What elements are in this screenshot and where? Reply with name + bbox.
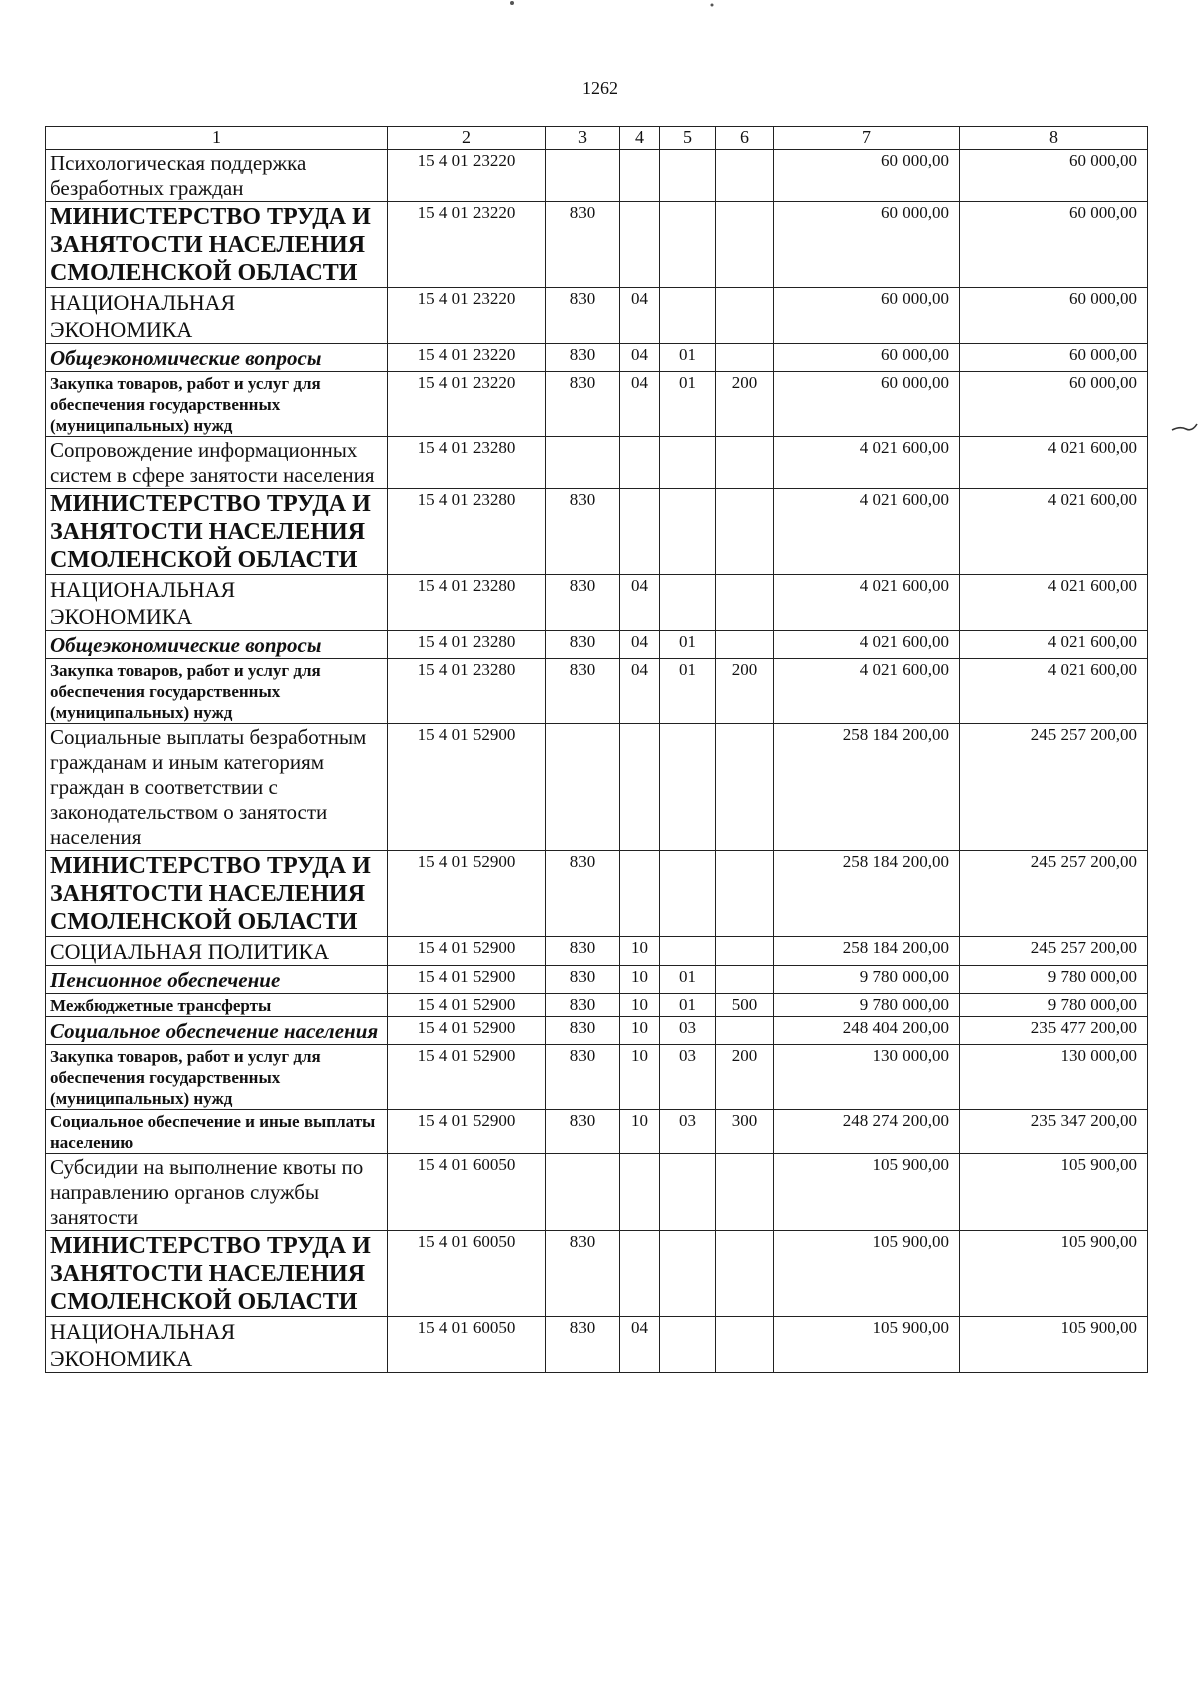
cell-sum-col8: 60 000,00 [960, 372, 1148, 437]
cell-sum-col8: 4 021 600,00 [960, 575, 1148, 631]
cell-col6 [716, 1017, 774, 1045]
cell-col4: 10 [620, 1045, 660, 1110]
cell-col3: 830 [546, 1110, 620, 1154]
page-number: 1262 [582, 78, 618, 98]
table-row [46, 1317, 1148, 1373]
cell-col5 [660, 1317, 716, 1373]
cell-col3: 830 [546, 1317, 620, 1373]
cell-col5 [660, 1231, 716, 1317]
table-row [46, 631, 1148, 659]
cell-name: Закупка товаров, работ и услуг для обеспечения государственных (муниципальных) нужд [46, 1045, 388, 1110]
cell-col5: 01 [660, 631, 716, 659]
cell-code: 15 4 01 23280 [388, 575, 546, 631]
cell-sum-col7: 4 021 600,00 [774, 437, 960, 489]
cell-sum-col7: 105 900,00 [774, 1231, 960, 1317]
cell-col5: 01 [660, 372, 716, 437]
cell-sum-col7: 9 780 000,00 [774, 966, 960, 994]
cell-name: Субсидии на выполнение квоты по направлению органов службы занятости [46, 1154, 388, 1231]
cell-sum-col7: 60 000,00 [774, 150, 960, 202]
table-row [46, 202, 1148, 288]
cell-sum-col8: 60 000,00 [960, 344, 1148, 372]
cell-name: Сопровождение информационных систем в сфере занятости населения [46, 437, 388, 489]
cell-col6 [716, 966, 774, 994]
cell-sum-col8: 105 900,00 [960, 1154, 1148, 1231]
cell-code: 15 4 01 52900 [388, 1110, 546, 1154]
cell-sum-col7: 130 000,00 [774, 1045, 960, 1110]
cell-code: 15 4 01 23220 [388, 372, 546, 437]
table-row [46, 1045, 1148, 1110]
cell-name: Общеэкономические вопросы [46, 631, 388, 659]
column-header: 3 [546, 127, 620, 150]
cell-col3: 830 [546, 994, 620, 1017]
table-row [46, 1017, 1148, 1045]
cell-col4 [620, 724, 660, 851]
table-row [46, 966, 1148, 994]
cell-col4: 10 [620, 937, 660, 966]
cell-code: 15 4 01 60050 [388, 1231, 546, 1317]
cell-col3: 830 [546, 288, 620, 344]
cell-name: Закупка товаров, работ и услуг для обеспечения государственных (муниципальных) нужд [46, 659, 388, 724]
cell-sum-col8: 105 900,00 [960, 1317, 1148, 1373]
cell-name: НАЦИОНАЛЬНАЯ ЭКОНОМИКА [46, 575, 388, 631]
cell-code: 15 4 01 52900 [388, 966, 546, 994]
cell-col5: 03 [660, 1017, 716, 1045]
cell-col5 [660, 150, 716, 202]
cell-sum-col8: 4 021 600,00 [960, 437, 1148, 489]
table-row [46, 344, 1148, 372]
cell-col3: 830 [546, 659, 620, 724]
cell-sum-col8: 4 021 600,00 [960, 659, 1148, 724]
cell-name: НАЦИОНАЛЬНАЯ ЭКОНОМИКА [46, 1317, 388, 1373]
cell-col4 [620, 489, 660, 575]
cell-code: 15 4 01 23220 [388, 202, 546, 288]
cell-sum-col8: 235 477 200,00 [960, 1017, 1148, 1045]
cell-code: 15 4 01 60050 [388, 1317, 546, 1373]
cell-col4: 10 [620, 994, 660, 1017]
scan-mark [500, 0, 740, 10]
cell-col6 [716, 937, 774, 966]
cell-sum-col8: 60 000,00 [960, 202, 1148, 288]
cell-name: МИНИСТЕРСТВО ТРУДА И ЗАНЯТОСТИ НАСЕЛЕНИЯ СМОЛЕНСКОЙ ОБЛАСТИ [46, 202, 388, 288]
cell-col3 [546, 150, 620, 202]
cell-name: Социальное обеспечение и иные выплаты населению [46, 1110, 388, 1154]
cell-col4: 04 [620, 631, 660, 659]
cell-col6 [716, 1317, 774, 1373]
cell-col4: 10 [620, 966, 660, 994]
table-row [46, 150, 1148, 202]
cell-col6 [716, 724, 774, 851]
cell-col3: 830 [546, 344, 620, 372]
cell-col5 [660, 437, 716, 489]
cell-code: 15 4 01 23220 [388, 288, 546, 344]
cell-name: Межбюджетные трансферты [46, 994, 388, 1017]
cell-sum-col8: 245 257 200,00 [960, 937, 1148, 966]
cell-sum-col8: 130 000,00 [960, 1045, 1148, 1110]
cell-sum-col7: 4 021 600,00 [774, 489, 960, 575]
table-row [46, 659, 1148, 724]
cell-sum-col8: 245 257 200,00 [960, 724, 1148, 851]
cell-code: 15 4 01 23220 [388, 150, 546, 202]
cell-sum-col7: 258 184 200,00 [774, 724, 960, 851]
cell-sum-col8: 4 021 600,00 [960, 631, 1148, 659]
column-header: 7 [774, 127, 960, 150]
table-row [46, 1154, 1148, 1231]
cell-sum-col7: 60 000,00 [774, 372, 960, 437]
cell-col5: 01 [660, 966, 716, 994]
cell-col3: 830 [546, 937, 620, 966]
cell-col4: 04 [620, 575, 660, 631]
cell-col3: 830 [546, 1231, 620, 1317]
cell-name: МИНИСТЕРСТВО ТРУДА И ЗАНЯТОСТИ НАСЕЛЕНИЯ СМОЛЕНСКОЙ ОБЛАСТИ [46, 1231, 388, 1317]
cell-col6: 300 [716, 1110, 774, 1154]
cell-sum-col7: 105 900,00 [774, 1317, 960, 1373]
cell-sum-col7: 248 404 200,00 [774, 1017, 960, 1045]
cell-name: Пенсионное обеспечение [46, 966, 388, 994]
cell-col6 [716, 851, 774, 937]
cell-sum-col8: 60 000,00 [960, 150, 1148, 202]
cell-code: 15 4 01 23280 [388, 489, 546, 575]
cell-col6 [716, 1154, 774, 1231]
cell-sum-col7: 248 274 200,00 [774, 1110, 960, 1154]
cell-col6 [716, 344, 774, 372]
column-header: 5 [660, 127, 716, 150]
cell-sum-col7: 4 021 600,00 [774, 659, 960, 724]
table-body [46, 150, 1148, 1373]
cell-sum-col7: 60 000,00 [774, 288, 960, 344]
column-header: 2 [388, 127, 546, 150]
cell-name: Социальное обеспечение населения [46, 1017, 388, 1045]
cell-col3: 830 [546, 1017, 620, 1045]
cell-col4 [620, 851, 660, 937]
cell-sum-col7: 105 900,00 [774, 1154, 960, 1231]
cell-sum-col7: 60 000,00 [774, 344, 960, 372]
cell-code: 15 4 01 52900 [388, 1017, 546, 1045]
table-header-row [46, 127, 1148, 150]
cell-col5 [660, 288, 716, 344]
cell-name: СОЦИАЛЬНАЯ ПОЛИТИКА [46, 937, 388, 966]
cell-col3 [546, 437, 620, 489]
cell-sum-col8: 9 780 000,00 [960, 994, 1148, 1017]
cell-col6 [716, 1231, 774, 1317]
cell-col5 [660, 724, 716, 851]
cell-col4: 04 [620, 288, 660, 344]
cell-col5 [660, 489, 716, 575]
cell-name: МИНИСТЕРСТВО ТРУДА И ЗАНЯТОСТИ НАСЕЛЕНИЯ СМОЛЕНСКОЙ ОБЛАСТИ [46, 489, 388, 575]
cell-col4: 04 [620, 1317, 660, 1373]
cell-sum-col8: 60 000,00 [960, 288, 1148, 344]
cell-sum-col7: 258 184 200,00 [774, 937, 960, 966]
cell-name: Психологическая поддержка безработных граждан [46, 150, 388, 202]
cell-col5 [660, 851, 716, 937]
cell-col4: 04 [620, 344, 660, 372]
cell-col4: 10 [620, 1017, 660, 1045]
cell-col6 [716, 437, 774, 489]
table-row [46, 489, 1148, 575]
cell-sum-col8: 4 021 600,00 [960, 489, 1148, 575]
cell-col6 [716, 150, 774, 202]
cell-col3: 830 [546, 575, 620, 631]
cell-col5 [660, 202, 716, 288]
cell-code: 15 4 01 23280 [388, 659, 546, 724]
cell-sum-col8: 105 900,00 [960, 1231, 1148, 1317]
column-header: 4 [620, 127, 660, 150]
cell-col5: 03 [660, 1110, 716, 1154]
budget-table [45, 126, 1148, 1373]
cell-col3 [546, 1154, 620, 1231]
cell-code: 15 4 01 23280 [388, 631, 546, 659]
cell-name: МИНИСТЕРСТВО ТРУДА И ЗАНЯТОСТИ НАСЕЛЕНИЯ СМОЛЕНСКОЙ ОБЛАСТИ [46, 851, 388, 937]
table-row [46, 724, 1148, 851]
cell-code: 15 4 01 23220 [388, 344, 546, 372]
cell-col3: 830 [546, 966, 620, 994]
cell-sum-col7: 9 780 000,00 [774, 994, 960, 1017]
table-row [46, 1231, 1148, 1317]
cell-sum-col8: 235 347 200,00 [960, 1110, 1148, 1154]
cell-sum-col7: 258 184 200,00 [774, 851, 960, 937]
column-header: 6 [716, 127, 774, 150]
table-row [46, 851, 1148, 937]
cell-col5: 01 [660, 344, 716, 372]
cell-col4 [620, 150, 660, 202]
cell-sum-col7: 60 000,00 [774, 202, 960, 288]
cell-name: Закупка товаров, работ и услуг для обеспечения государственных (муниципальных) нужд [46, 372, 388, 437]
cell-name: Социальные выплаты безработным гражданам и иным категориям граждан в соответствии с законодательством о занятости населения [46, 724, 388, 851]
cell-col3: 830 [546, 202, 620, 288]
cell-col6 [716, 288, 774, 344]
table-row [46, 437, 1148, 489]
cell-code: 15 4 01 23280 [388, 437, 546, 489]
table-row [46, 372, 1148, 437]
cell-col6 [716, 202, 774, 288]
cell-col3: 830 [546, 372, 620, 437]
cell-col4: 10 [620, 1110, 660, 1154]
cell-name: НАЦИОНАЛЬНАЯ ЭКОНОМИКА [46, 288, 388, 344]
cell-col5 [660, 575, 716, 631]
cell-col3: 830 [546, 851, 620, 937]
cell-col4 [620, 1154, 660, 1231]
cell-col4: 04 [620, 372, 660, 437]
column-header: 1 [46, 127, 388, 150]
cell-code: 15 4 01 52900 [388, 851, 546, 937]
cell-col5: 03 [660, 1045, 716, 1110]
cell-sum-col8: 245 257 200,00 [960, 851, 1148, 937]
cell-col3: 830 [546, 631, 620, 659]
cell-col4 [620, 437, 660, 489]
table-row [46, 288, 1148, 344]
cell-col6 [716, 631, 774, 659]
table-row [46, 937, 1148, 966]
scan-mark [1170, 420, 1200, 436]
cell-col6 [716, 575, 774, 631]
cell-col3: 830 [546, 1045, 620, 1110]
table-row [46, 994, 1148, 1017]
cell-col4 [620, 202, 660, 288]
cell-col4: 04 [620, 659, 660, 724]
cell-col5: 01 [660, 659, 716, 724]
cell-code: 15 4 01 52900 [388, 937, 546, 966]
cell-code: 15 4 01 52900 [388, 1045, 546, 1110]
cell-col6 [716, 489, 774, 575]
cell-col5 [660, 1154, 716, 1231]
cell-sum-col7: 4 021 600,00 [774, 575, 960, 631]
cell-col3 [546, 724, 620, 851]
cell-code: 15 4 01 60050 [388, 1154, 546, 1231]
table-row [46, 1110, 1148, 1154]
cell-col6: 200 [716, 1045, 774, 1110]
cell-col6: 200 [716, 659, 774, 724]
cell-col3: 830 [546, 489, 620, 575]
cell-col6: 200 [716, 372, 774, 437]
cell-col4 [620, 1231, 660, 1317]
cell-col5: 01 [660, 994, 716, 1017]
cell-col5 [660, 937, 716, 966]
cell-sum-col7: 4 021 600,00 [774, 631, 960, 659]
table-row [46, 575, 1148, 631]
cell-name: Общеэкономические вопросы [46, 344, 388, 372]
cell-col6: 500 [716, 994, 774, 1017]
cell-code: 15 4 01 52900 [388, 994, 546, 1017]
cell-sum-col8: 9 780 000,00 [960, 966, 1148, 994]
cell-code: 15 4 01 52900 [388, 724, 546, 851]
column-header: 8 [960, 127, 1148, 150]
